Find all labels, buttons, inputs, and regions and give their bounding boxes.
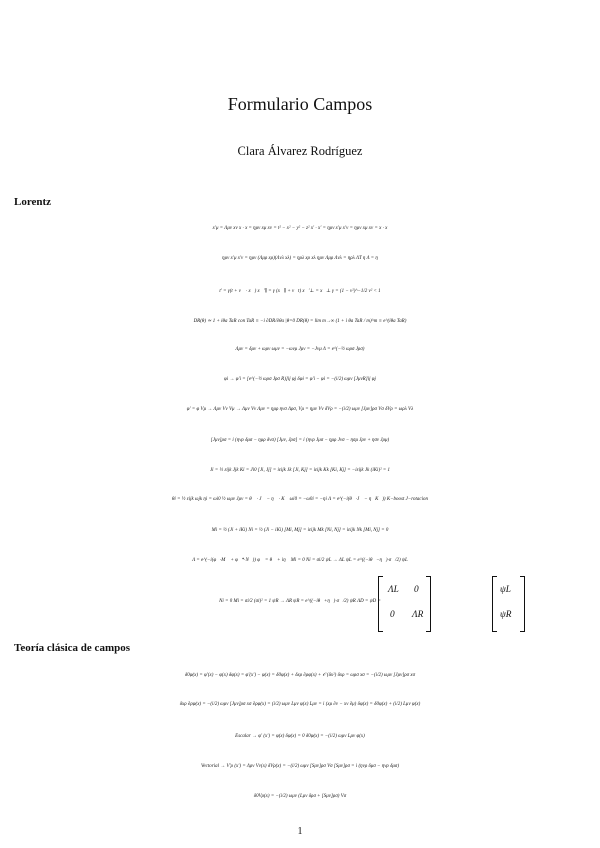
equation-line: DR(θ) ≃ 1 + iθa TaR con TaR ≡ −i ∂DR/∂θa |θ=0 DR(θ) = lim m→∞ (1 + i θa TaR / m)^m ≡ e^(iθa TaR) [193,319,407,324]
equation-line: ημν x′μ x′ν = ημν (Λμρ xρ)(Λνλ xλ) = ηρλ xρ xλ ημν Λμρ Λνλ = ηρλ ΛT η Λ = η [222,256,378,261]
equation-line: t′ = γ(t + v⃗ · x⃗) x⃗′∥ = γ (x⃗∥ + v⃗t) x⃗′⊥ = x⃗⊥ γ = (1 − v²)^−1/2 v² < 1 [219,289,381,294]
section-heading-campos: Teoría clásica de campos [14,642,130,654]
equation-line: δ0Vρ(x) = −(i/2) ωμν (Lμν δρσ + [Sμν]ρσ) Vσ [253,794,347,799]
equation-line: Ji = ½ εijk Jjk Ki = Ji0 [Ji, Jj] = iεijk Jk [Ji, Kj] = iεijk Kk [Ki, Kj] = −iεijk Jk (iKi)² = 1 [209,468,391,473]
matrix-cell: ψR [500,610,512,620]
matrix-left-bracket [378,576,383,632]
matrix-cell: 0 [390,610,395,620]
equation-line: Vectorial → V′ρ (x′) = Λρν Vν(x) δVρ(x) = −(i/2) ωμν [Sμν]ρσ Vσ [Sμν]ρσ = i (ηνρ δμσ − ηνρ δμσ) [200,764,400,769]
equation-line: φ′ = φ Vμ → Λμν Vν Vμ → Λμν Vν Λμν = ημρ ηνσ Λρσ, Vμ = ημν Vν δVρ = −(i/2) ωμν [Jμν]ρσ Vσ δVρ = ωρλ Vλ [186,407,414,412]
equation-line: Λμν = δμν + ωμν ωμν = −ωνμ Jμν = −Jνμ Λ = e^(−½ ωρσ Jρσ) [235,347,365,352]
matrix-left-bracket [492,576,497,632]
equation-line: θi = ½ εijk ωjk ηi = ωi0 ½ ωμν Jμν = θ⃗ · J⃗ − η⃗ · K⃗ ωi0 = −ω0i = −ηi Λ = e^(−i(θ⃗·J⃗ − η⃗K⃗)) K−boost J−rotacion [171,497,429,502]
equation-line: δ0φ(x) = φ′(x) − φ(x) δφ(x) = φ′(x′) − φ(x) = δ0φ(x) + δxρ ∂ρφ(x) + 𝒪 (δx²) δxρ = ωρσ xσ = −(i/2) ωμν [Jμν]ρσ xσ [184,673,416,678]
equation-line: Λ = e^(−i(φ⃗·M⃗ + φ⃗*·N⃗)) φ⃗ = θ⃗ + iη⃗ Mi = 0 Ni = σi/2 ψL → ΛL ψL = e^((−iθ⃗−η⃗)·σ⃗/2) ψL [192,558,408,563]
matrix-right-bracket [426,576,431,632]
equation-line: [Jμν]ρσ = i (ηνρ δμσ − ημρ δνσ) [Jμν, Jρσ] = i (ηνρ Jμσ − ημρ Jνσ − ησμ Jρν + ησν Jρμ) [210,438,390,443]
page-number: 1 [297,826,303,837]
matrix-cell: ΛR [412,610,424,620]
equation-line: δxρ ∂ρφ(x) = −(i/2) ωμν [Jμν]ρσ xσ ∂ρφ(x) = (i/2) ωμν Lμν φ(x) Lμν = i (xμ ∂ν − xν ∂μ) δφ(x) = δ0φ(x) + (i/2) Lμν φ(x) [179,702,421,707]
matrix-cell: ψL [500,585,511,595]
equation-line: x′μ = Λμν xν x · x = ημν xμ xν = t² − x² − y² − z² x′ · x′ = ημν x′μ x′ν = ημν xμ xν = x · x [212,226,388,231]
section-heading-lorentz: Lorentz [14,196,52,208]
document-author: Clara Álvarez Rodríguez [237,144,363,158]
matrix-right-bracket [520,576,525,632]
equation-line: Escalar → φ′ (x′) = φ(x) δφ(x) = 0 δ0φ(x) = −(i/2) ωμν Lμν φ(x) [235,734,365,739]
matrix-cell: ΛL [388,585,399,595]
equation-line: Ni = 0 Mi = σi/2 (σi)² = 1 ψR → ΛR ψR = e^((−iθ⃗+η⃗)·σ⃗/2) ψR ΛD = ψD = [219,599,381,604]
equation-line: Mi = ½ (Ji + iKi) Ni = ½ (Ji − iKi) [Mi, Mj] = iεijk Mk [Ni, Nj] = iεijk Nk [Mi, Nj] = 0 [211,528,389,533]
document-title: Formulario Campos [227,94,373,114]
matrix-cell: 0 [414,585,419,595]
equation-line: φi → φ′i = [e^(−½ ωρσ Jρσ R)]ij φj δφi = φ′i − φi = −(i/2) ωμν [JμνR]ij φj [224,377,376,382]
